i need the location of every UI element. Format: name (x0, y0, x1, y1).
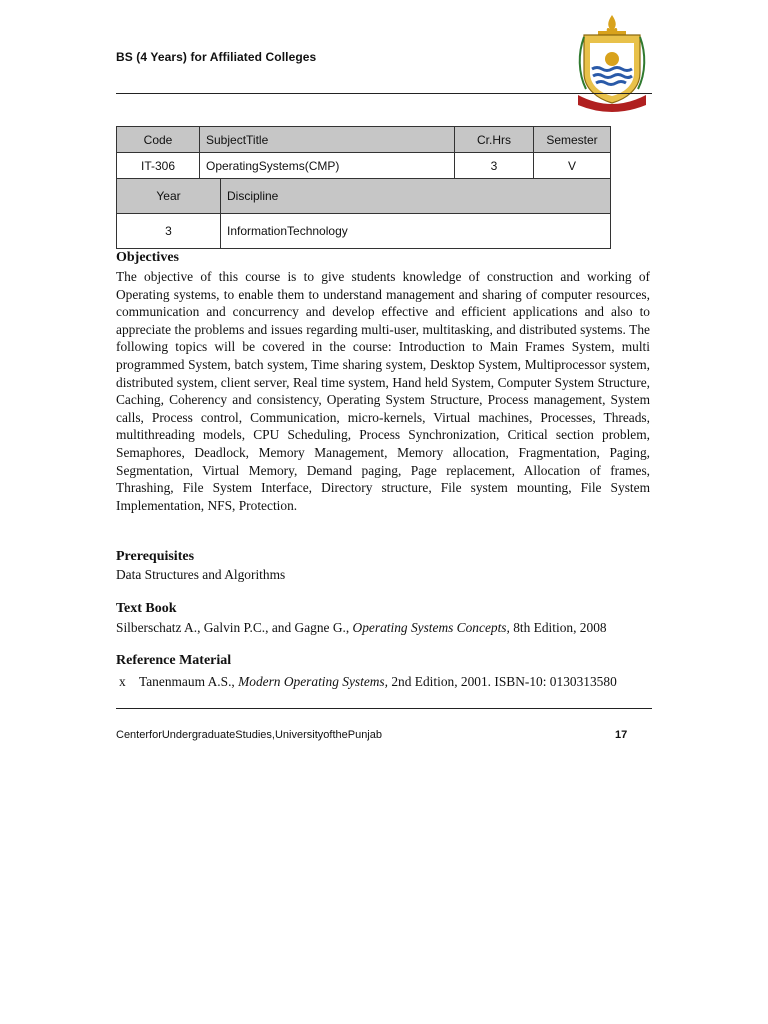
credit-hours-header: Cr.Hrs (455, 127, 534, 153)
reference-edition: 2nd Edition, 2001. ISBN-10: 0130313580 (388, 674, 617, 689)
objectives-text: The objective of this course is to give students knowledge of construction and working of Operating systems, to enable them to understand management and sharing of computer resources, communication and concurrency and develop effective and efficient applications and also to appreciate the problems and issues regarding multi-user, multitasking, and distributed systems. The following topics will be covered in the course: Introduction to Main Frames System, multi programmed System, batch system, Time sharing system, Desktop System, Multiprocessor system, distributed system, client server, Real time system, Hand held System, Computer System Structure, Caching, Coherency and consistency, Operating System Structure, Process management, System calls, Process control, Communication, micro-kernels, Virtual machines, Processes, Threads, multithreading models, CPU Scheduling, Process Synchronization, Critical section problem, Semaphores, Deadlock, Memory Management, Memory allocation, Fragmentation, Paging, Segmentation, Virtual Memory, Demand paging, Page replacement, Allocation of frames, Thrashing, File System Interface, Directory structure, File system mounting, File System Implementation, NFS, Protection. (116, 269, 650, 513)
reference-material-heading: Reference Material (116, 653, 232, 668)
text-book-authors: Silberschatz A., Galvin P.C., and Gagne G., (116, 620, 353, 635)
discipline-header: Discipline (221, 179, 611, 214)
bullet-marker: x (119, 674, 126, 689)
code-header: Code (117, 127, 200, 153)
reference-list-item (119, 673, 650, 691)
table-header-row (117, 127, 611, 153)
header-divider (116, 93, 652, 94)
footer-divider (116, 708, 652, 709)
text-book-edition: 8th Edition, 2008 (509, 620, 607, 635)
page-number: 17 (615, 729, 628, 741)
reference-authors: Tanenmaum A.S., (139, 674, 239, 689)
university-crest-icon (574, 13, 650, 113)
text-book-title: Operating Systems Concepts, (352, 620, 510, 635)
semester-cell: V (534, 153, 611, 179)
year-cell: 3 (117, 214, 221, 249)
course-info-table (116, 126, 611, 179)
reference-title: Modern Operating Systems, (238, 674, 388, 689)
discipline-cell: InformationTechnology (221, 214, 611, 249)
objectives-heading: Objectives (116, 250, 179, 265)
prerequisites-text: Data Structures and Algorithms (116, 567, 286, 582)
footer-text: CenterforUndergraduateStudies,UniversityofthePunjab (116, 729, 382, 741)
prerequisites-heading: Prerequisites (116, 549, 195, 564)
code-cell: IT-306 (117, 153, 200, 179)
credit-hours-cell: 3 (455, 153, 534, 179)
subject-title-header: SubjectTitle (200, 127, 455, 153)
table-row (117, 153, 611, 179)
table-header-row (117, 179, 611, 214)
text-book-heading: Text Book (116, 601, 177, 616)
text-book-citation (116, 620, 607, 636)
discipline-table (116, 178, 611, 249)
semester-header: Semester (534, 127, 611, 153)
table-row (117, 214, 611, 249)
year-header: Year (117, 179, 221, 214)
header-title: BS (4 Years) for Affiliated Colleges (116, 50, 317, 64)
subject-title-cell: OperatingSystems(CMP) (200, 153, 455, 179)
